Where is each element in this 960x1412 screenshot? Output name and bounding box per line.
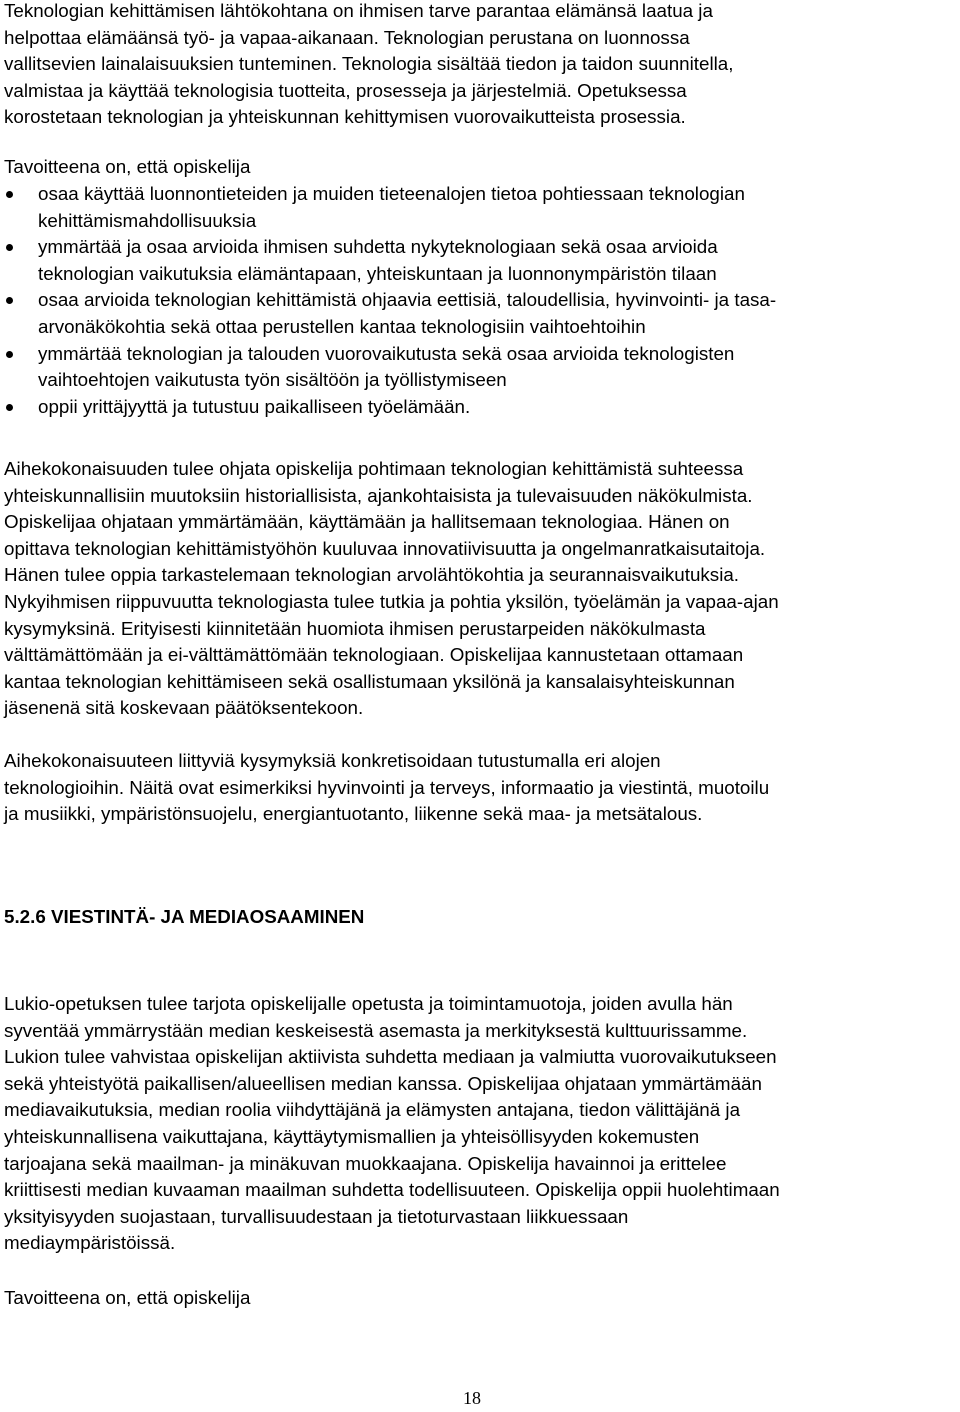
intro-line: helpottaa elämäänsä työ- ja vapaa-aikanaan. Teknologian perustana on luonnossa (4, 26, 690, 48)
guidance-line: yhteiskunnallisiin muutoksiin historiallisista, ajankohtaisista ja tulevaisuuden näkökulmista. (4, 484, 753, 506)
bullet-icon (6, 351, 13, 358)
media-line: kriittisesti median kuvaaman maailman suhdetta todellisuuteen. Opiskelija oppii huolehtimaan (4, 1179, 780, 1201)
questions-line: Aihekokonaisuuteen liittyviä kysymyksiä konkretisoidaan tutustumalla eri alojen (4, 750, 661, 771)
goals-list (4, 181, 956, 420)
goal-line: osaa arvioida teknologian kehittämistä ohjaavia eettisiä, taloudellisia, hyvinvointi- ja tasa- (38, 289, 777, 311)
intro-paragraph (4, 0, 733, 131)
guidance-line: välttämättömään ja ei-välttämättömään teknologiaan. Opiskelijaa kannustetaan ottamaan (4, 644, 744, 666)
goal-line: ymmärtää ja osaa arvioida ihmisen suhdetta nykyteknologiaan sekä osaa arvioida (38, 236, 718, 258)
media-line: syventää ymmärrystään median keskeisestä asemasta ja merkityksestä kulttuurissamme. (4, 1019, 748, 1041)
goals-label: Tavoitteena on, että opiskelija (4, 156, 251, 177)
goal-line: vaihtoehtojen vaikutusta työn sisältöön ja työllistymiseen (38, 369, 507, 391)
goal-item (4, 181, 956, 234)
questions-line: teknologioihin. Näitä ovat esimerkiksi hyvinvointi ja terveys, informaatio ja viestintä, muotoilu (4, 776, 770, 798)
guidance-line: Hänen tulee oppia tarkastelemaan teknologian arvolähtökohtia ja seurannaisvaikutuksia. (4, 564, 740, 586)
guidance-line: Aihekokonaisuuden tulee ohjata opiskelija pohtimaan teknologian kehittämistä suhteessa (4, 458, 744, 479)
media-line: Lukion tulee vahvistaa opiskelijan aktiivista suhdetta mediaan ja valmiutta vuorovaikutukseen (4, 1046, 777, 1068)
guidance-paragraph (4, 456, 779, 722)
goal-line: teknologian vaikutuksia elämäntapaan, yhteiskuntaan ja luonnonympäristön tilaan (38, 262, 717, 284)
goals-label-2: Tavoitteena on, että opiskelija (4, 1287, 251, 1308)
media-line: yksityisyyden suojastaan, turvallisuudestaan ja tietoturvastaan liikkuessaan (4, 1205, 629, 1227)
media-line: mediavaikutuksia, median roolia viihdyttäjänä ja elämysten antajana, tiedon välittäjänä ja (4, 1099, 741, 1121)
media-line: yhteiskunnallisena vaikuttajana, käyttäytymismallien ja yhteisöllisyyden kokemusten (4, 1125, 700, 1147)
goal-item (4, 341, 956, 394)
goal-line: kehittämismahdollisuuksia (38, 209, 257, 231)
media-paragraph (4, 991, 780, 1257)
goal-line: arvonäkökohtia sekä ottaa perustellen kantaa teknologisiin vaihtoehtoihin (38, 315, 646, 337)
intro-line: korostetaan teknologian ja yhteiskunnan kehittymisen vuorovaikutteista prosessia. (4, 106, 686, 128)
intro-line: valmistaa ja käyttää teknologisia tuotteita, prosesseja ja järjestelmiä. Opetuksessa (4, 79, 687, 101)
questions-line: ja musiikki, ympäristönsuojelu, energiantuotanto, liikenne sekä maa- ja metsätalous. (4, 803, 703, 825)
section-heading: 5.2.6 VIESTINTÄ- JA MEDIAOSAAMINEN (4, 906, 365, 927)
media-line: sekä yhteistyötä paikallisen/alueellisen median kanssa. Opiskelijaa ohjataan ymmärtämään (4, 1072, 762, 1094)
questions-paragraph (4, 748, 769, 828)
guidance-line: Opiskelijaa ohjataan ymmärtämään, käyttämään ja hallitsemaan teknologiaa. Hänen on (4, 511, 730, 533)
goal-item (4, 287, 956, 340)
guidance-line: Nykyihmisen riippuvuutta teknologiasta tulee tutkia ja pohtia yksilön, työelämän ja vapaa-ajan (4, 590, 779, 612)
media-line: Lukio-opetuksen tulee tarjota opiskelijalle opetusta ja toimintamuotoja, joiden avulla hän (4, 993, 733, 1014)
guidance-line: kantaa teknologian kehittämiseen sekä osallistumaan yksilönä ja kansalaisyhteiskunnan (4, 670, 735, 692)
goal-item (4, 394, 956, 421)
goal-line: ymmärtää teknologian ja talouden vuorovaikutusta sekä osaa arvioida teknologisten (38, 342, 735, 364)
media-line: tarjoajana sekä maailman- ja minäkuvan muokkaajana. Opiskelija havainnoi ja erittelee (4, 1152, 727, 1174)
bullet-icon (6, 244, 13, 251)
page-number: 18 (463, 1388, 481, 1408)
intro-line: Teknologian kehittämisen lähtökohtana on ihmisen tarve parantaa elämänsä laatua ja (4, 0, 713, 21)
guidance-line: opittava teknologian kehittämistyöhön kuuluvaa innovatiivisuutta ja ongelmanratkaisutaitoja. (4, 537, 766, 559)
bullet-icon (6, 404, 13, 411)
guidance-line: jäsenenä sitä koskevaan päätöksentekoon. (4, 697, 364, 719)
media-line: mediaympäristöissä. (4, 1232, 176, 1254)
intro-line: vallitsevien lainalaisuuksien tunteminen. Teknologia sisältää tiedon ja taidon suunnitella, (4, 53, 734, 75)
guidance-line: kysymyksinä. Erityisesti kiinnitetään huomiota ihmisen perustarpeiden näkökulmasta (4, 617, 706, 639)
goal-line: oppii yrittäjyyttä ja tutustuu paikalliseen työelämään. (38, 395, 471, 417)
bullet-icon (6, 191, 13, 198)
goal-line: osaa käyttää luonnontieteiden ja muiden tieteenalojen tietoa pohtiessaan teknologian (38, 183, 745, 204)
goal-item (4, 234, 956, 287)
bullet-icon (6, 297, 13, 304)
